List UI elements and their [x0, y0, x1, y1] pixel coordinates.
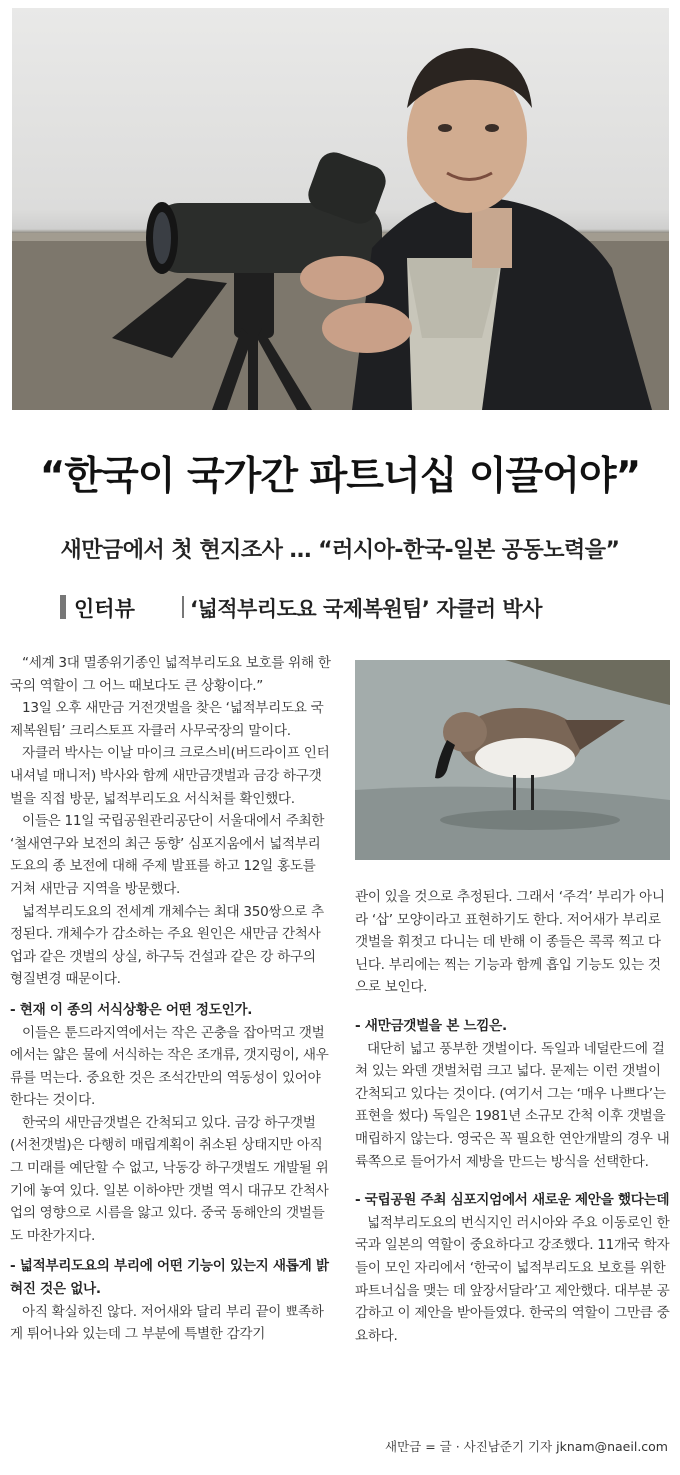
subhead: 새만금에서 첫 현지조사 … “러시아-한국-일본 공동노력을”	[60, 538, 620, 563]
interview-question: - 현재 이 종의 서식상황은 어떤 정도인가.	[10, 1001, 253, 1018]
interview-tag: 인터뷰	[74, 597, 135, 621]
paragraph: 자클러 박사는 이날 마이크 크로스비(버드라이프 인터내셔널 매니저) 박사와 함께 새만금갯벌과 금강 하구갯벌을 직접 방문, 넓적부리도요 서식처를 확인했다.	[10, 745, 330, 807]
photo-man-with-spotting-scope	[12, 8, 669, 410]
interview-photo	[12, 8, 669, 410]
interview-question: - 넓적부리도요의 부리에 어떤 기능이 있는지 새롭게 밝혀진 것은 없나.	[10, 1258, 329, 1298]
bird-photo	[355, 660, 670, 860]
interview-bar	[60, 595, 66, 619]
article-column-right	[355, 886, 670, 1347]
paragraph: 한국의 새만금갯벌은 간척되고 있다. 금강 하구갯벌(서천갯벌)은 다행히 매립계획이 취소된 상태지만 아직 그 미래를 예단할 수 없고, 낙동강 하구갯벌도 개발될 위기에 놓여 있다. 일본 이하야만 갯벌 역시 대규모 간척사업의 영향으로 시름을 앓고 있다. 중국 동해안의 갯벌들도 마찬가지다.	[10, 1114, 329, 1244]
spoon-billed-sandpiper-image	[355, 660, 670, 860]
paragraph: 관이 있을 것으로 추정된다. 그래서 ‘주걱’ 부리가 아니라 ‘삽’ 모양이라고 표현하기도 한다. 저어새가 부리로 갯벌을 휘젓고 다니는 데 반해 이 종들은 콕콕 찍고 다닌다. 부리에는 찍는 기능과 함께 흡입 기능도 있는 것으로 보인다.	[355, 889, 665, 996]
paragraph: 대단히 넓고 풍부한 갯벌이다. 독일과 네덜란드에 걸쳐 있는 와덴 갯벌처럼 크고 넓다. 문제는 이런 갯벌이 간척되고 있다는 것이다. (여기서 그는 ‘매우 나쁘다’는 표현을 썼다) 독일은 1981년 소규모 간척 이후 갯벌을 매립하지 않는다. 영국은 꼭 필요한 연안개발의 경우 내륙쪽으로 들어가서 제방을 만드는 방식을 선택한다.	[355, 1040, 670, 1170]
interview-label-row	[60, 592, 660, 622]
paragraph: 아직 확실하진 않다. 저어새와 달리 부리 끝이 뾰족하게 튀어나와 있는데 그 부분에 특별한 감각기	[10, 1303, 324, 1343]
interview-question: - 국립공원 주최 심포지엄에서 새로운 제안을 했다는데	[355, 1192, 670, 1209]
byline: 새만금 = 글 · 사진남준기 기자 jknam@naeil.com	[385, 1439, 668, 1454]
paragraph: 이들은 툰드라지역에서는 작은 곤충을 잡아먹고 갯벌에서는 얇은 물에 서식하는 작은 조개류, 갯지렁이, 새우류를 먹는다. 중요한 것은 조석간만의 역동성이 있어야 한다는 것이다.	[10, 1024, 329, 1109]
interview-separator	[182, 596, 184, 618]
article-column-left	[10, 652, 332, 1346]
interview-question: - 새만금갯벌을 본 느낌은.	[355, 1017, 507, 1034]
paragraph: “세계 3대 멸종위기종인 넓적부리도요 보호를 위해 한국의 역할이 그 어느 때보다도 큰 상황이다.”	[10, 655, 331, 694]
interview-title: ‘넓적부리도요 국제복원팀’ 자클러 박사	[190, 597, 542, 621]
paragraph: 넓적부리도요의 번식지인 러시아와 주요 이동로인 한국과 일본의 역할이 중요하다고 강조했다. 11개국 학자들이 모인 자리에서 ‘한국이 넓적부리도요 보호를 위한 파트너십을 맺는 데 앞장서달라’고 제안했다. 대부분 공감하고 이 제안을 받아들였다. 한국의 역할이 그만큼 중요하다.	[355, 1214, 670, 1344]
paragraph: 넓적부리도요의 전세계 개체수는 최대 350쌍으로 추정된다. 개체수가 감소하는 주요 원인은 새만금 간척사업과 같은 갯벌의 상실, 하구둑 건설과 같은 강 하구의 형질변경 때문이다.	[10, 903, 324, 988]
paragraph: 13일 오후 새만금 거전갯벌을 찾은 ‘넓적부리도요 국제복원팀’ 크리스토프 자클러 사무국장의 말이다.	[10, 700, 324, 739]
headline: “한국이 국가간 파트너십 이끌어야”	[39, 454, 641, 499]
paragraph: 이들은 11일 국립공원관리공단이 서울대에서 주최한 ‘철새연구와 보전의 최근 동향’ 심포지움에서 넓적부리도요의 종 보전에 대해 주제 발표를 하고 12일 홍도를 거쳐 새만금 지역을 방문했다.	[10, 813, 325, 897]
